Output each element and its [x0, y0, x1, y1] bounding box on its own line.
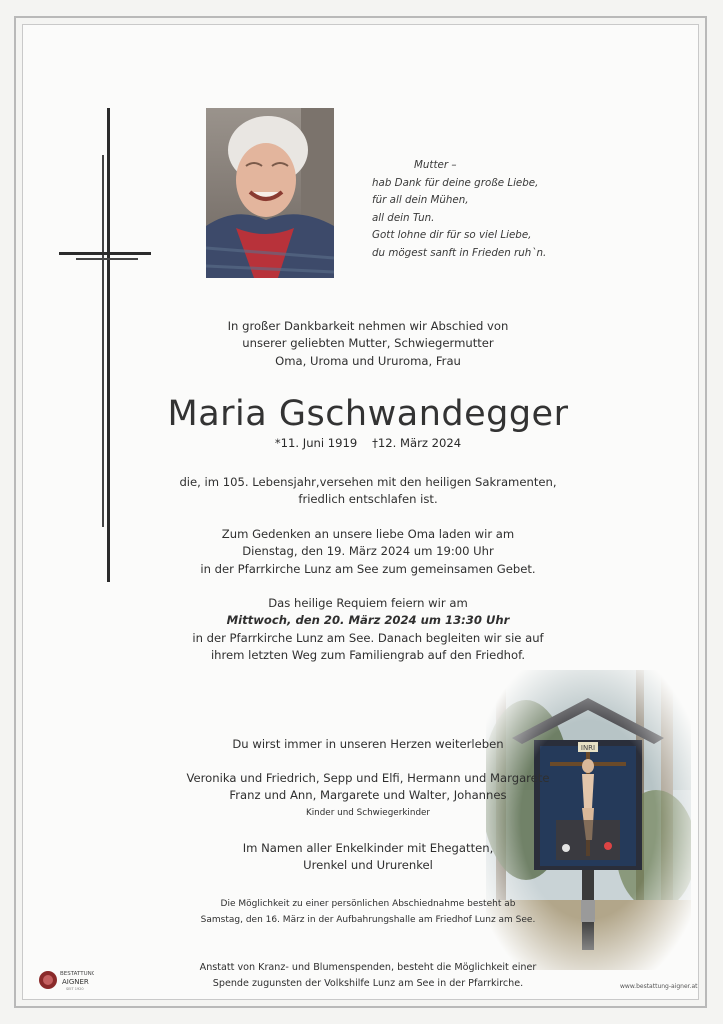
viewing-line: Samstag, den 16. März in der Aufbahrungshalle am Friedhof Lunz am See. [200, 915, 536, 925]
website-link[interactable]: www.bestattung-aigner.at [620, 983, 698, 990]
requiem-line: ihrem letzten Weg zum Familiengrab auf den Friedhof. [210, 647, 526, 662]
portrait-photo [206, 108, 334, 278]
requiem-line: Das heilige Requiem feiern wir am [268, 596, 468, 610]
poem-line: all dein Tun. [372, 211, 435, 224]
intro-line: unserer geliebten Mutter, Schwiegermutter [242, 336, 494, 351]
poem-line: für all dein Mühen, [372, 194, 469, 206]
grandchildren-line: Im Namen aller Enkelkinder mit Ehegatten, [242, 841, 494, 855]
donation-line: Spende zugunsten der Volkshilfe Lunz am See in der Pfarrkirche. [212, 978, 524, 989]
passing-text [108, 474, 628, 509]
memorial-line: in der Pfarrkirche Lunz am See zum gemeinsamen Gebet. [200, 561, 536, 576]
logo-line: SEIT 1920 [66, 987, 84, 991]
poem [372, 157, 546, 262]
poem-line: Gott lohne dir für so viel Liebe, [372, 229, 532, 241]
deceased-name: Maria Gschwandegger [167, 394, 569, 434]
donation-line: Anstatt von Kranz- und Blumenspenden, besteht die Möglichkeit einer [199, 962, 537, 973]
death-date: †12. März 2024 [372, 436, 462, 450]
intro-text [108, 318, 628, 370]
intro-line: Oma, Uroma und Ururoma, Frau [275, 353, 461, 368]
memorial-text [108, 526, 628, 578]
heart-line: Du wirst immer in unseren Herzen weiterleben [232, 737, 504, 751]
memorial-line: Zum Gedenken an unsere liebe Oma laden wir am [221, 527, 515, 541]
family-line: Veronika und Friedrich, Sepp und Elfi, Hermann und Margarete [186, 771, 550, 785]
logo-line: AIGNER [62, 978, 89, 986]
birth-date: *11. Juni 1919 [274, 436, 358, 450]
viewing-line: Die Möglichkeit zu einer persönlichen Abschiednahme besteht ab [220, 899, 516, 909]
memorial-line: Dienstag, den 19. März 2024 um 19:00 Uhr [242, 544, 494, 559]
funeral-home-logo [38, 968, 94, 998]
requiem-line: in der Pfarrkirche Lunz am See. Danach begleiten wir sie auf [192, 630, 544, 645]
life-dates [108, 436, 628, 450]
family-names [108, 770, 628, 822]
passing-line: friedlich entschlafen ist. [298, 492, 438, 507]
family-caption: Kinder und Schwiegerkinder [305, 807, 431, 818]
poem-line: hab Dank für deine große Liebe, [372, 176, 539, 189]
requiem-text [108, 595, 628, 664]
intro-line: In großer Dankbarkeit nehmen wir Abschied von [227, 319, 509, 333]
logo-line: BESTATTUNG [60, 971, 94, 977]
viewing-note [108, 896, 628, 928]
family-line: Franz und Ann, Margarete und Walter, Johannes [229, 788, 507, 803]
poem-line: Mutter – [414, 159, 457, 171]
requiem-date: Mittwoch, den 20. März 2024 um 13:30 Uhr [226, 613, 510, 628]
grandchildren-line: Urenkel und Ururenkel [303, 858, 433, 873]
grandchildren-text [108, 840, 628, 875]
passing-line: die, im 105. Lebensjahr,versehen mit den heiligen Sakramenten, [179, 475, 557, 489]
donation-note [108, 960, 628, 992]
poem-line: du mögest sanft in Frieden ruh`n. [372, 246, 547, 259]
